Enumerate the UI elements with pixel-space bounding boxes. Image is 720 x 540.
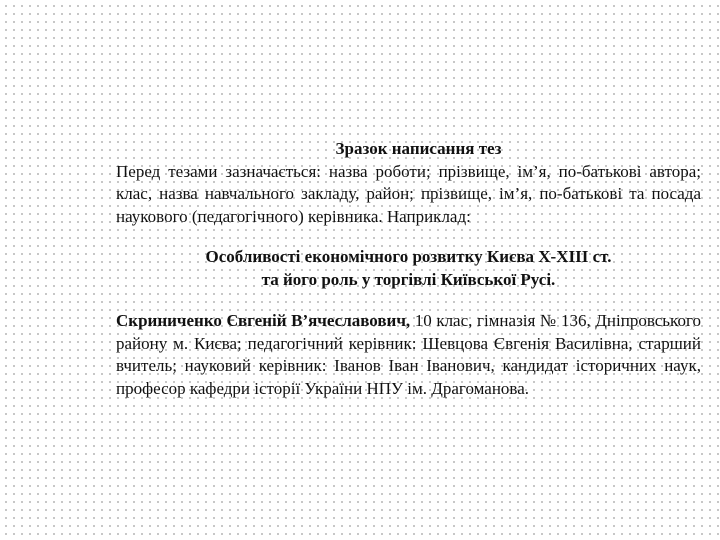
topic-line-2: та його роль у торгівлі Київської Русі. bbox=[261, 269, 556, 289]
slide bbox=[8, 8, 708, 530]
example-topic-title bbox=[116, 246, 701, 291]
slide-heading: Зразок написання тез bbox=[335, 139, 502, 158]
slide-content bbox=[116, 138, 701, 400]
author-name: Скриниченко Євгеній В’ячеславович, bbox=[116, 311, 411, 330]
author-details: 10 клас, гімназія № 136, Дніпровського району м. Києва; педагогічний керівник: Шевцова Євгенія Василівна, старший вчитель; науковий керівник: Іванов Іван Іванович, кандидат історичних наук, професор кафедри історії України НПУ ім. Драгоманова. bbox=[116, 311, 701, 398]
topic-line-1: Особливості економічного розвитку Києва X-XIII ст. bbox=[205, 247, 612, 266]
intro-paragraph: Перед тезами зазначається: назва роботи; прізвище, ім’я, по-батькові автора; клас, назва навчального закладу, район; прізвище, ім’я, по-батькові та посада наукового (педагогічного) керівника. Наприклад: bbox=[116, 161, 701, 226]
author-paragraph bbox=[116, 310, 701, 400]
